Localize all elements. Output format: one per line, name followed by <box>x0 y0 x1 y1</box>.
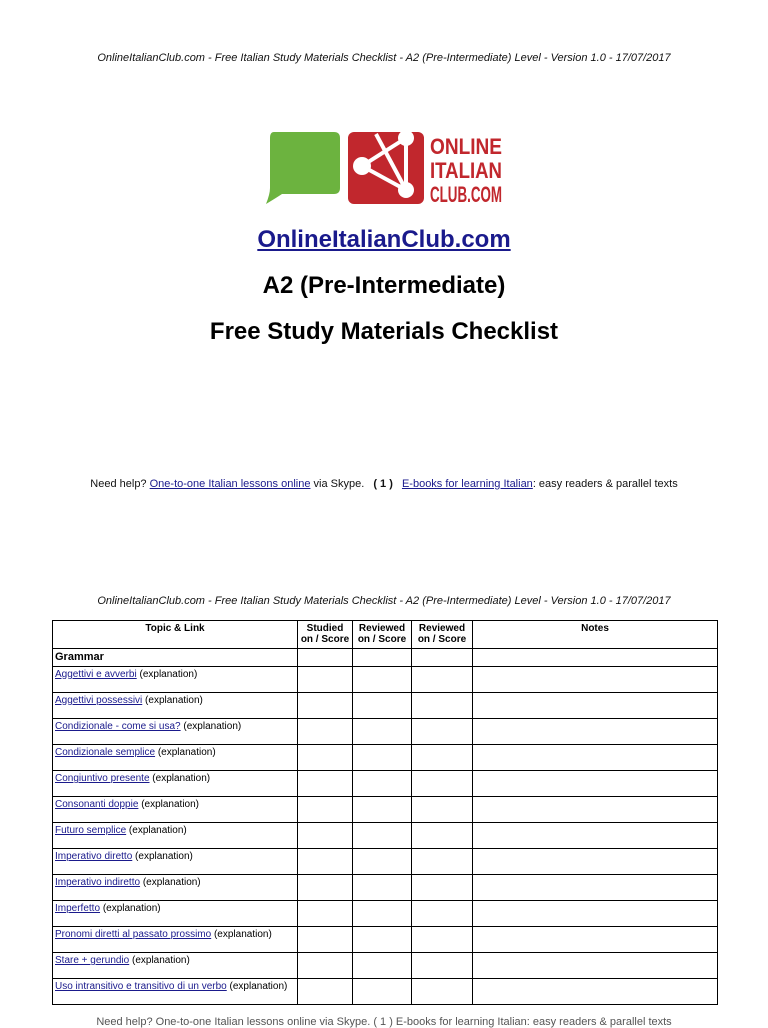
logo-text-line2: ITALIAN <box>430 158 502 183</box>
logo-text-line3: CLUB.COM <box>430 182 502 207</box>
reviewed-cell[interactable] <box>353 693 412 719</box>
explanation-label: (explanation) <box>132 955 190 966</box>
explanation-label: (explanation) <box>183 721 242 732</box>
notes-cell[interactable] <box>473 667 718 693</box>
notes-cell[interactable] <box>473 953 718 979</box>
reviewed-cell[interactable] <box>412 771 473 797</box>
table-row <box>53 771 718 797</box>
topic-cell <box>53 979 298 1005</box>
reviewed-cell[interactable] <box>412 849 473 875</box>
help-line <box>0 478 768 490</box>
reviewed-cell[interactable] <box>412 901 473 927</box>
page-header-line: OnlineItalianClub.com - Free Italian Study Materials Checklist - A2 (Pre-Intermediate) Level - Version 1.0 - 17/07/2017 <box>97 52 671 64</box>
studied-cell[interactable] <box>298 953 353 979</box>
topic-cell <box>53 823 298 849</box>
topic-link[interactable]: Pronomi diretti al passato prossimo <box>55 929 212 940</box>
topic-cell <box>53 797 298 823</box>
studied-cell[interactable] <box>298 745 353 771</box>
reviewed-cell[interactable] <box>412 797 473 823</box>
topic-link[interactable]: Uso intransitivo e transitivo di un verbo <box>55 981 227 992</box>
page-header-line-2: OnlineItalianClub.com - Free Italian Study Materials Checklist - A2 (Pre-Intermediate) Level - Version 1.0 - 17/07/2017 <box>97 595 671 607</box>
reviewed-cell[interactable] <box>412 745 473 771</box>
header-studied: Studied on / Score <box>298 621 353 649</box>
table-row <box>53 693 718 719</box>
reviewed-cell[interactable] <box>412 823 473 849</box>
table-row <box>53 979 718 1005</box>
studied-cell[interactable] <box>298 771 353 797</box>
reviewed-cell[interactable] <box>353 927 412 953</box>
table-row <box>53 901 718 927</box>
reviewed-cell[interactable] <box>353 849 412 875</box>
reviewed-cell[interactable] <box>353 953 412 979</box>
footer-help-line: Need help? One-to-one Italian lessons online via Skype. ( 1 ) E-books for learning Italian: easy readers & parallel texts <box>96 1016 672 1028</box>
topic-link[interactable]: Futuro semplice <box>55 825 127 836</box>
notes-cell[interactable] <box>473 875 718 901</box>
studied-cell[interactable] <box>298 979 353 1005</box>
table-row <box>53 797 718 823</box>
studied-cell[interactable] <box>298 875 353 901</box>
section-row <box>53 649 718 667</box>
reviewed-cell[interactable] <box>412 979 473 1005</box>
notes-cell[interactable] <box>473 649 718 667</box>
speech-bubble-icon <box>266 132 340 204</box>
explanation-label: (explanation) <box>157 747 216 758</box>
online-italian-club-logo <box>264 128 504 208</box>
reviewed-cell[interactable] <box>353 875 412 901</box>
explanation-label: (explanation) <box>145 695 203 706</box>
explanation-label: (explanation) <box>135 851 193 862</box>
studied-cell[interactable] <box>298 797 353 823</box>
topic-cell <box>53 849 298 875</box>
reviewed-cell[interactable] <box>353 823 412 849</box>
topic-link[interactable]: Congiuntivo presente <box>55 773 150 784</box>
logo-text-line1: ONLINE <box>430 134 502 159</box>
topic-link[interactable]: Stare + gerundio <box>55 955 130 966</box>
table-row <box>53 875 718 901</box>
studied-cell[interactable] <box>298 719 353 745</box>
reviewed-cell[interactable] <box>412 667 473 693</box>
topic-link[interactable]: Condizionale - come si usa? <box>55 721 181 732</box>
explanation-label: (explanation) <box>152 773 211 784</box>
topic-cell <box>53 771 298 797</box>
table-row <box>53 745 718 771</box>
notes-cell[interactable] <box>473 719 718 745</box>
header-reviewed-1: Reviewed on / Score <box>353 621 412 649</box>
explanation-label: (explanation) <box>141 799 199 810</box>
help-prefix: Need help? <box>90 478 147 490</box>
notes-cell[interactable] <box>473 849 718 875</box>
topic-cell <box>53 667 298 693</box>
explanation-label: (explanation) <box>229 981 288 992</box>
help-middle: via Skype. <box>313 478 365 490</box>
topic-link[interactable]: Aggettivi e avverbi <box>55 669 137 680</box>
topic-cell <box>53 875 298 901</box>
topic-cell <box>53 719 298 745</box>
notes-cell[interactable] <box>473 797 718 823</box>
reviewed-cell[interactable] <box>412 927 473 953</box>
notes-cell[interactable] <box>473 771 718 797</box>
reviewed-cell[interactable] <box>353 745 412 771</box>
site-link[interactable]: OnlineItalianClub.com <box>257 226 511 253</box>
notes-cell[interactable] <box>473 927 718 953</box>
notes-cell[interactable] <box>473 901 718 927</box>
studied-cell[interactable] <box>298 649 353 667</box>
studied-cell[interactable] <box>298 849 353 875</box>
reviewed-cell[interactable] <box>412 875 473 901</box>
header-notes: Notes <box>473 621 718 649</box>
topic-link[interactable]: Imperativo indiretto <box>55 877 141 888</box>
topic-cell <box>53 745 298 771</box>
table-header-row <box>53 621 718 649</box>
checklist-table <box>52 620 718 1005</box>
reviewed-cell[interactable] <box>412 719 473 745</box>
notes-cell[interactable] <box>473 823 718 849</box>
header-reviewed-2: Reviewed on / Score <box>412 621 473 649</box>
topic-cell <box>53 693 298 719</box>
ebooks-link[interactable]: E-books for learning Italian <box>401 478 533 490</box>
reviewed-cell[interactable] <box>412 953 473 979</box>
reviewed-cell[interactable] <box>353 771 412 797</box>
table-row <box>53 849 718 875</box>
help-suffix: : easy readers & parallel texts <box>532 478 678 490</box>
topic-link[interactable]: Aggettivi possessivi <box>55 695 143 706</box>
notes-cell[interactable] <box>473 745 718 771</box>
reviewed-cell[interactable] <box>353 797 412 823</box>
notes-cell[interactable] <box>473 693 718 719</box>
reviewed-cell[interactable] <box>412 649 473 667</box>
explanation-label: (explanation) <box>102 903 161 914</box>
topic-link[interactable]: Imperativo diretto <box>55 851 133 862</box>
reviewed-cell[interactable] <box>353 649 412 667</box>
reviewed-cell[interactable] <box>353 719 412 745</box>
notes-cell[interactable] <box>473 979 718 1005</box>
studied-cell[interactable] <box>298 693 353 719</box>
table-row <box>53 667 718 693</box>
table-row <box>53 823 718 849</box>
section-title: Grammar <box>53 649 298 667</box>
explanation-label: (explanation) <box>142 877 201 888</box>
topic-cell <box>53 901 298 927</box>
studied-cell[interactable] <box>298 823 353 849</box>
explanation-label: (explanation) <box>213 929 272 940</box>
reviewed-cell[interactable] <box>353 979 412 1005</box>
studied-cell[interactable] <box>298 927 353 953</box>
level-title: A2 (Pre-Intermediate) <box>262 272 506 299</box>
topic-link[interactable]: Imperfetto <box>55 903 101 914</box>
studied-cell[interactable] <box>298 667 353 693</box>
topic-link[interactable]: Consonanti doppie <box>55 799 139 810</box>
reviewed-cell[interactable] <box>353 901 412 927</box>
reviewed-cell[interactable] <box>353 667 412 693</box>
header-topic: Topic & Link <box>53 621 298 649</box>
topic-cell <box>53 927 298 953</box>
table-row <box>53 927 718 953</box>
reviewed-cell[interactable] <box>412 693 473 719</box>
studied-cell[interactable] <box>298 901 353 927</box>
page-title: Free Study Materials Checklist <box>209 318 559 345</box>
table-row <box>53 719 718 745</box>
help-separator: ( 1 ) <box>373 478 393 490</box>
explanation-label: (explanation) <box>139 669 198 680</box>
explanation-label: (explanation) <box>128 825 187 836</box>
topic-link[interactable]: Condizionale semplice <box>55 747 156 758</box>
lessons-link[interactable]: One-to-one Italian lessons online <box>149 478 311 490</box>
table-row <box>53 953 718 979</box>
topic-cell <box>53 953 298 979</box>
